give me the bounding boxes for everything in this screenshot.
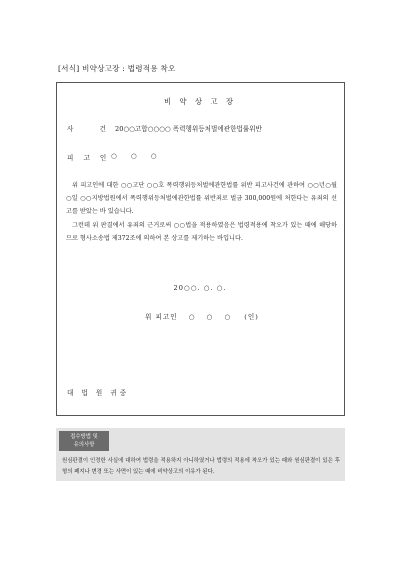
paragraph-facts: 위 피고인에 대한 ○○고단 ○○호 폭력행위등처벌에관한법률 위반 피고사건에 관하여 ○○년○월 ○일 ○○지방법원에서 폭력행위등처벌에관한법률 위반죄로 벌금 300,000원에 처한다는 유죄의 선고를 받았는 바 있습니다. xyxy=(66,182,337,216)
paragraph-grounds: 그런데 위 판결에서 유죄의 근거로써 ○○법을 적용하였음은 법령적용에 착오가 있는 때에 해당하므로 형사소송법 제372조에 의하여 본 상고를 제기하는 바입니다. xyxy=(66,221,337,242)
defendant-label: 피 고 인 xyxy=(67,154,111,162)
recipient-court: 대 법 원 귀중 xyxy=(67,389,130,397)
signer-name: ○ ○ ○ xyxy=(188,313,236,321)
notes-text: 원심판결이 인정한 사실에 대하여 법령을 적용하지 아니하였거나 법령의 적용에 착오가 있는 때와 원심판결이 있은 후 형의 폐지나 변경 또는 사면이 있는 때에 비약상고의 이유가 된다. xyxy=(62,458,340,475)
case-row xyxy=(67,123,262,133)
notes-label xyxy=(59,431,109,451)
defendant-row xyxy=(67,152,163,162)
case-label: 사 건 xyxy=(67,125,118,133)
signer-label: 위 피고인 xyxy=(145,313,178,321)
seal-mark: (인) xyxy=(244,313,259,321)
form-title: [서식] 비약상고장 : 법령적용 착오 xyxy=(58,64,176,73)
signer-line xyxy=(145,311,259,321)
notes-box xyxy=(56,428,345,481)
petition-body xyxy=(66,179,337,245)
defendant-value: ○ ○ ○ xyxy=(111,152,163,160)
document-heading: 비 약 상 고 장 xyxy=(163,97,237,106)
notes-label-line2: 유의사항 xyxy=(73,442,95,448)
case-value: 20○○고합○○○○ 폭력행위등처벌에관한법률위반 xyxy=(115,125,262,133)
filing-date: 20○○. ○. ○. xyxy=(173,284,227,292)
notes-label-line1: 접수방법 및 xyxy=(70,434,98,440)
